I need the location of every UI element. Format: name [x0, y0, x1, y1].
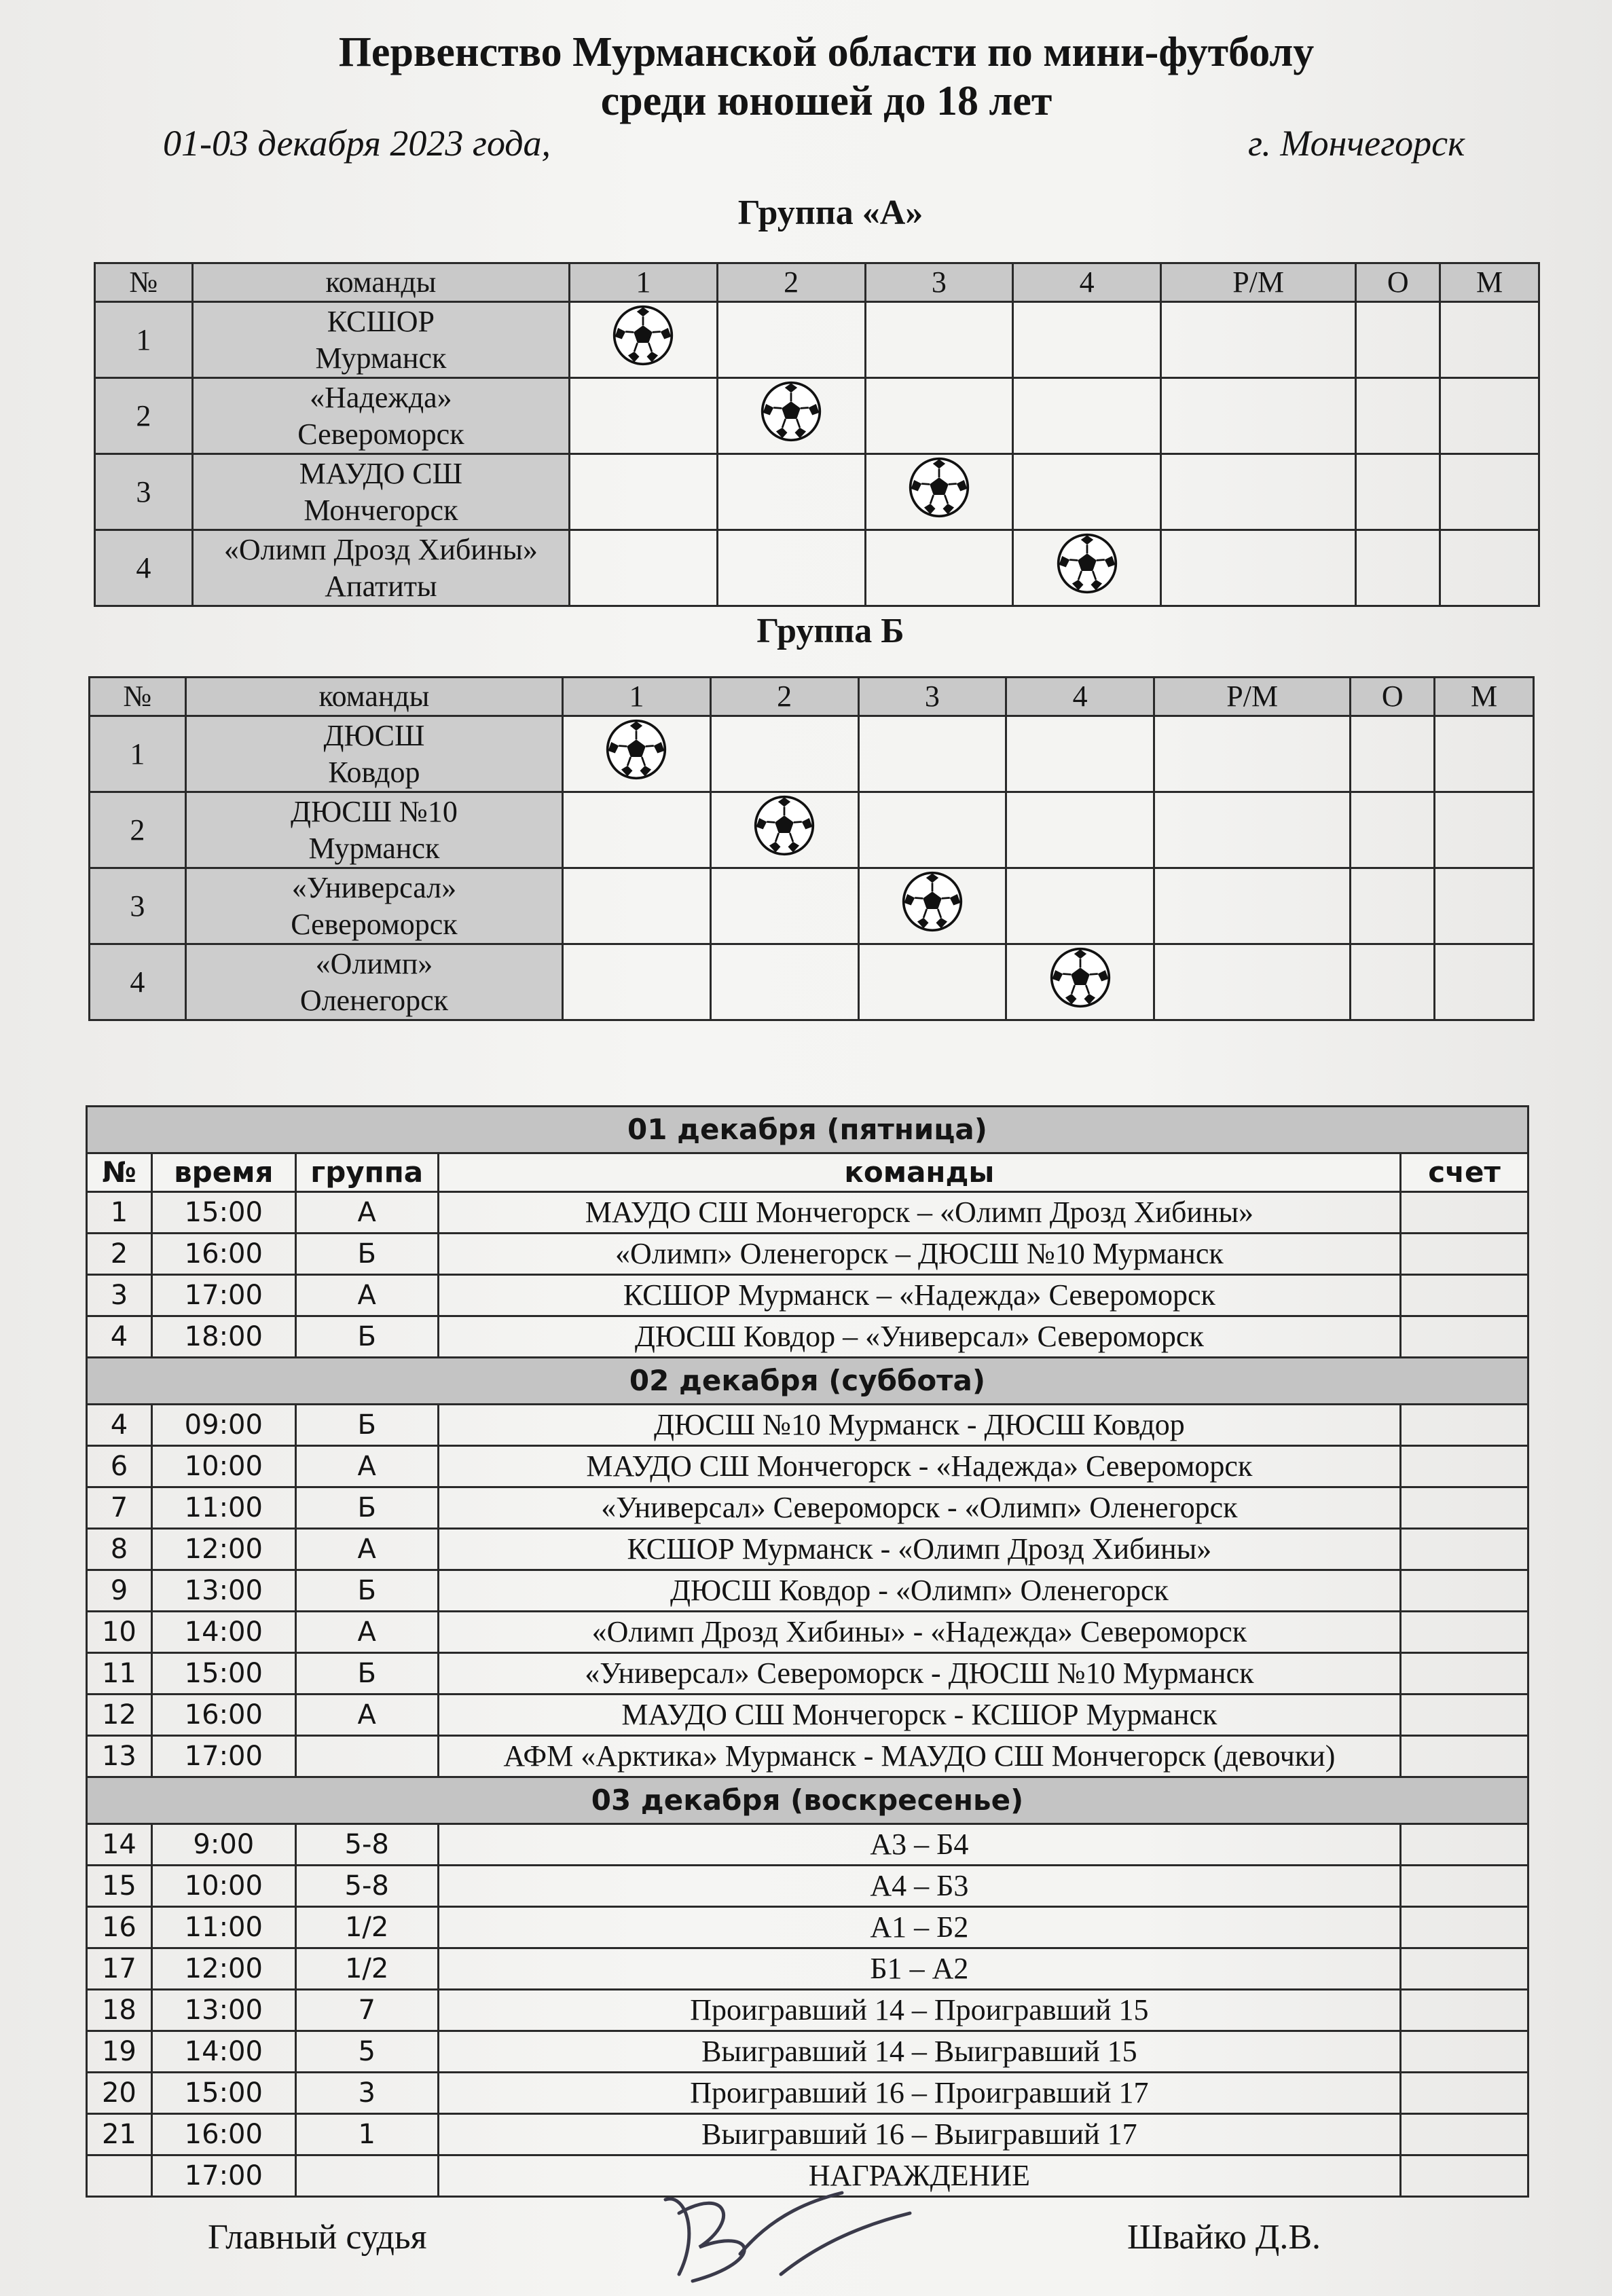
team-name: «Универсал»: [291, 870, 457, 904]
column-header: №: [87, 1153, 152, 1192]
column-header: М: [1435, 678, 1534, 716]
match-number: 7: [87, 1487, 152, 1529]
column-header: О: [1356, 263, 1440, 302]
match-row: [87, 2031, 1528, 2073]
match-group: А: [295, 1275, 438, 1316]
team-cell: [185, 944, 562, 1020]
team-name: «Надежда»: [310, 380, 452, 414]
match-number: 13: [87, 1736, 152, 1777]
match-number: 2: [87, 1234, 152, 1275]
group-b-table: [88, 676, 1535, 1021]
match-group: Б: [295, 1234, 438, 1275]
table-header-row: [95, 263, 1539, 302]
soccer-ball-icon: [612, 304, 674, 367]
match-group: Б: [295, 1487, 438, 1529]
team-number: 2: [95, 378, 193, 454]
team-city: Мурманск: [308, 831, 440, 865]
points-cell: [1356, 454, 1440, 530]
diagonal-cell: [570, 302, 718, 378]
day-title: 02 декабря (суббота): [87, 1358, 1528, 1405]
team-number: 3: [95, 454, 193, 530]
points-diff-cell: [1160, 302, 1355, 378]
match-number: 8: [87, 1529, 152, 1570]
column-header: группа: [295, 1153, 438, 1192]
match-score: [1401, 1234, 1528, 1275]
table-row: [90, 716, 1534, 792]
match-teams: КСШОР Мурманск - «Олимп Дрозд Хибины»: [438, 1529, 1401, 1570]
result-cell: [858, 716, 1006, 792]
team-name: ДЮСШ: [323, 718, 425, 752]
match-row: [87, 1275, 1528, 1316]
schedule-header-row: [87, 1153, 1528, 1192]
match-score: [1401, 1866, 1528, 1907]
match-time: 15:00: [151, 2073, 295, 2114]
match-group: А: [295, 1192, 438, 1234]
match-score: [1401, 1695, 1528, 1736]
match-group: А: [295, 1446, 438, 1487]
match-score: [1401, 1736, 1528, 1777]
result-cell: [1006, 716, 1154, 792]
match-number: 11: [87, 1653, 152, 1695]
match-time: 9:00: [151, 1824, 295, 1866]
match-score: [1401, 1570, 1528, 1612]
result-cell: [858, 944, 1006, 1020]
match-time: 11:00: [151, 1487, 295, 1529]
points-diff-cell: [1160, 454, 1355, 530]
column-header: 4: [1013, 263, 1161, 302]
match-score: [1401, 2073, 1528, 2114]
match-number: 16: [87, 1907, 152, 1948]
result-cell: [1013, 454, 1161, 530]
day-title: 03 декабря (воскресенье): [87, 1777, 1528, 1824]
team-cell: [185, 716, 562, 792]
match-row: [87, 1529, 1528, 1570]
match-score: [1401, 1824, 1528, 1866]
place-cell: [1435, 716, 1534, 792]
points-cell: [1351, 944, 1435, 1020]
match-teams: АФМ «Арктика» Мурманск - МАУДО СШ Мончегорск (девочки): [438, 1736, 1401, 1777]
result-cell: [563, 944, 711, 1020]
match-time: 09:00: [151, 1405, 295, 1446]
result-cell: [717, 302, 865, 378]
match-teams: КСШОР Мурманск – «Надежда» Североморск: [438, 1275, 1401, 1316]
match-row: [87, 1487, 1528, 1529]
table-row: [95, 454, 1539, 530]
team-cell: [192, 302, 569, 378]
match-time: 12:00: [151, 1948, 295, 1990]
soccer-ball-icon: [1056, 532, 1118, 595]
event-city: г. Мончегорск: [1248, 123, 1465, 164]
soccer-ball-icon: [753, 794, 816, 857]
diagonal-cell: [858, 868, 1006, 944]
match-row: [87, 2114, 1528, 2155]
match-score: [1401, 1487, 1528, 1529]
match-time: 17:00: [151, 1275, 295, 1316]
points-cell: [1351, 792, 1435, 868]
points-diff-cell: [1154, 944, 1350, 1020]
match-time: 16:00: [151, 1695, 295, 1736]
points-diff-cell: [1154, 868, 1350, 944]
result-cell: [865, 302, 1013, 378]
match-number: 18: [87, 1990, 152, 2031]
match-number: 9: [87, 1570, 152, 1612]
match-row: [87, 1612, 1528, 1653]
points-diff-cell: [1154, 792, 1350, 868]
match-number: 15: [87, 1866, 152, 1907]
team-number: 3: [90, 868, 186, 944]
column-header: Р/М: [1160, 263, 1355, 302]
match-teams: Проигравший 16 – Проигравший 17: [438, 2073, 1401, 2114]
column-header: 4: [1006, 678, 1154, 716]
points-diff-cell: [1160, 378, 1355, 454]
match-teams: НАГРАЖДЕНИЕ: [438, 2155, 1401, 2197]
points-cell: [1356, 530, 1440, 606]
match-group: 1/2: [295, 1907, 438, 1948]
match-score: [1401, 1990, 1528, 2031]
team-name: МАУДО СШ: [299, 456, 463, 490]
points-cell: [1356, 378, 1440, 454]
match-group: Б: [295, 1405, 438, 1446]
match-time: 15:00: [151, 1192, 295, 1234]
match-time: 11:00: [151, 1907, 295, 1948]
match-row: [87, 1824, 1528, 1866]
group-a-title: Группа «А»: [737, 193, 923, 232]
column-header: 3: [865, 263, 1013, 302]
schedule-table: [86, 1105, 1529, 2198]
match-group: Б: [295, 1316, 438, 1358]
match-group: 5-8: [295, 1866, 438, 1907]
result-cell: [865, 530, 1013, 606]
document-title: Первенство Мурманской области по мини-футболу: [338, 29, 1315, 75]
team-city: Мурманск: [315, 341, 447, 375]
match-teams: «Универсал» Североморск - «Олимп» Оленегорск: [438, 1487, 1401, 1529]
match-time: 13:00: [151, 1990, 295, 2031]
column-header: 1: [570, 263, 718, 302]
match-time: 14:00: [151, 2031, 295, 2073]
diagonal-cell: [865, 454, 1013, 530]
match-time: 10:00: [151, 1866, 295, 1907]
match-row: [87, 1948, 1528, 1990]
match-row: [87, 1316, 1528, 1358]
result-cell: [858, 792, 1006, 868]
place-cell: [1440, 530, 1539, 606]
match-group: А: [295, 1612, 438, 1653]
match-teams: «Олимп Дрозд Хибины» - «Надежда» Североморск: [438, 1612, 1401, 1653]
soccer-ball-icon: [605, 718, 667, 781]
match-number: [87, 2155, 152, 2197]
match-teams: А1 – Б2: [438, 1907, 1401, 1948]
match-teams: Выигравший 14 – Выигравший 15: [438, 2031, 1401, 2073]
match-number: 1: [87, 1192, 152, 1234]
match-score: [1401, 1275, 1528, 1316]
team-cell: [185, 792, 562, 868]
points-cell: [1356, 302, 1440, 378]
table-row: [95, 378, 1539, 454]
match-number: 6: [87, 1446, 152, 1487]
column-header: 3: [858, 678, 1006, 716]
table-row: [95, 302, 1539, 378]
table-row: [95, 530, 1539, 606]
match-row: [87, 1192, 1528, 1234]
match-number: 21: [87, 2114, 152, 2155]
match-score: [1401, 1405, 1528, 1446]
result-cell: [717, 454, 865, 530]
team-city: Североморск: [291, 907, 458, 941]
result-cell: [1006, 792, 1154, 868]
match-score: [1401, 1316, 1528, 1358]
match-number: 17: [87, 1948, 152, 1990]
diagonal-cell: [717, 378, 865, 454]
match-score: [1401, 1192, 1528, 1234]
place-cell: [1440, 378, 1539, 454]
diagonal-cell: [710, 792, 858, 868]
column-header: счет: [1401, 1153, 1528, 1192]
column-header: №: [90, 678, 186, 716]
match-score: [1401, 2114, 1528, 2155]
column-header: 2: [710, 678, 858, 716]
match-group: 1: [295, 2114, 438, 2155]
team-name: «Олимп Дрозд Хибины»: [223, 532, 538, 566]
match-group: Б: [295, 1570, 438, 1612]
match-number: 4: [87, 1405, 152, 1446]
match-teams: Выигравший 16 – Выигравший 17: [438, 2114, 1401, 2155]
result-cell: [710, 868, 858, 944]
match-group: А: [295, 1529, 438, 1570]
document-subtitle: среди юношей до 18 лет: [600, 78, 1052, 124]
result-cell: [570, 378, 718, 454]
soccer-ball-icon: [760, 380, 822, 443]
match-teams: Проигравший 14 – Проигравший 15: [438, 1990, 1401, 2031]
chief-judge-name: Швайко Д.В.: [1127, 2218, 1321, 2257]
match-score: [1401, 2031, 1528, 2073]
match-group: 3: [295, 2073, 438, 2114]
match-teams: ДЮСШ Ковдор - «Олимп» Оленегорск: [438, 1570, 1401, 1612]
schedule-body: [87, 1107, 1528, 2197]
result-cell: [563, 868, 711, 944]
match-time: 16:00: [151, 2114, 295, 2155]
match-row: [87, 1695, 1528, 1736]
table-row: [90, 792, 1534, 868]
team-city: Мончегорск: [304, 493, 458, 527]
column-header: 2: [717, 263, 865, 302]
result-cell: [570, 454, 718, 530]
match-group: [295, 1736, 438, 1777]
match-teams: «Универсал» Североморск - ДЮСШ №10 Мурманск: [438, 1653, 1401, 1695]
place-cell: [1435, 792, 1534, 868]
match-group: 7: [295, 1990, 438, 2031]
soccer-ball-icon: [1049, 946, 1112, 1009]
column-header: команды: [192, 263, 569, 302]
result-cell: [710, 716, 858, 792]
match-time: 12:00: [151, 1529, 295, 1570]
team-number: 1: [90, 716, 186, 792]
match-row: [87, 1990, 1528, 2031]
place-cell: [1440, 454, 1539, 530]
match-group: [295, 2155, 438, 2197]
result-cell: [1013, 302, 1161, 378]
match-row: [87, 1653, 1528, 1695]
table-header-row: [90, 678, 1534, 716]
result-cell: [717, 530, 865, 606]
match-teams: ДЮСШ №10 Мурманск - ДЮСШ Ковдор: [438, 1405, 1401, 1446]
match-time: 15:00: [151, 1653, 295, 1695]
team-number: 2: [90, 792, 186, 868]
match-row: [87, 1405, 1528, 1446]
match-number: 14: [87, 1824, 152, 1866]
column-header: команды: [185, 678, 562, 716]
match-row: [87, 1570, 1528, 1612]
signature-mark: [638, 2172, 923, 2296]
soccer-ball-icon: [901, 870, 964, 933]
match-number: 20: [87, 2073, 152, 2114]
match-group: А: [295, 1695, 438, 1736]
match-teams: «Олимп» Оленегорск – ДЮСШ №10 Мурманск: [438, 1234, 1401, 1275]
result-cell: [865, 378, 1013, 454]
team-cell: [192, 530, 569, 606]
points-cell: [1351, 868, 1435, 944]
result-cell: [563, 792, 711, 868]
match-group: Б: [295, 1653, 438, 1695]
team-number: 4: [95, 530, 193, 606]
group-a-table: [94, 262, 1540, 607]
match-time: 13:00: [151, 1570, 295, 1612]
match-row: [87, 1234, 1528, 1275]
event-dates: 01-03 декабря 2023 года,: [163, 123, 551, 164]
match-number: 12: [87, 1695, 152, 1736]
column-header: 1: [563, 678, 711, 716]
column-header: время: [151, 1153, 295, 1192]
match-time: 17:00: [151, 1736, 295, 1777]
result-cell: [1013, 378, 1161, 454]
team-city: Ковдор: [328, 755, 420, 789]
points-diff-cell: [1160, 530, 1355, 606]
day-row: [87, 1358, 1528, 1405]
match-score: [1401, 1653, 1528, 1695]
points-cell: [1351, 716, 1435, 792]
match-group: 5: [295, 2031, 438, 2073]
table-row: [90, 868, 1534, 944]
match-time: 17:00: [151, 2155, 295, 2197]
match-score: [1401, 1612, 1528, 1653]
team-city: Оленегорск: [299, 983, 449, 1017]
team-city: Апатиты: [325, 569, 437, 603]
match-time: 14:00: [151, 1612, 295, 1653]
table-row: [90, 944, 1534, 1020]
group-b-body: [90, 716, 1534, 1020]
column-header: №: [95, 263, 193, 302]
result-cell: [1006, 868, 1154, 944]
match-group: 1/2: [295, 1948, 438, 1990]
match-teams: ДЮСШ Ковдор – «Универсал» Североморск: [438, 1316, 1401, 1358]
match-teams: МАУДО СШ Мончегорск - КСШОР Мурманск: [438, 1695, 1401, 1736]
team-name: КСШОР: [327, 304, 435, 338]
group-b-title: Группа Б: [756, 612, 904, 650]
match-score: [1401, 2155, 1528, 2197]
column-header: М: [1440, 263, 1539, 302]
team-number: 1: [95, 302, 193, 378]
match-time: 16:00: [151, 1234, 295, 1275]
match-teams: МАУДО СШ Мончегорск - «Надежда» Североморск: [438, 1446, 1401, 1487]
place-cell: [1435, 868, 1534, 944]
day-title: 01 декабря (пятница): [87, 1107, 1528, 1153]
match-number: 3: [87, 1275, 152, 1316]
diagonal-cell: [563, 716, 711, 792]
match-group: 5-8: [295, 1824, 438, 1866]
team-name: «Олимп»: [315, 946, 433, 980]
match-number: 19: [87, 2031, 152, 2073]
chief-judge-label: Главный судья: [208, 2218, 427, 2257]
column-header: О: [1351, 678, 1435, 716]
group-a-body: [95, 302, 1539, 606]
match-teams: Б1 – А2: [438, 1948, 1401, 1990]
match-row: [87, 1736, 1528, 1777]
match-time: 10:00: [151, 1446, 295, 1487]
team-number: 4: [90, 944, 186, 1020]
place-cell: [1440, 302, 1539, 378]
match-row: [87, 1866, 1528, 1907]
diagonal-cell: [1013, 530, 1161, 606]
match-row: [87, 1446, 1528, 1487]
match-score: [1401, 1907, 1528, 1948]
team-cell: [192, 454, 569, 530]
match-score: [1401, 1948, 1528, 1990]
match-teams: А3 – Б4: [438, 1824, 1401, 1866]
match-score: [1401, 1446, 1528, 1487]
column-header: команды: [438, 1153, 1401, 1192]
team-city: Североморск: [297, 417, 464, 451]
match-teams: МАУДО СШ Мончегорск – «Олимп Дрозд Хибины»: [438, 1192, 1401, 1234]
result-cell: [710, 944, 858, 1020]
day-row: [87, 1777, 1528, 1824]
team-cell: [192, 378, 569, 454]
column-header: Р/М: [1154, 678, 1350, 716]
soccer-ball-icon: [908, 456, 970, 519]
match-teams: А4 – Б3: [438, 1866, 1401, 1907]
match-row: [87, 1907, 1528, 1948]
result-cell: [570, 530, 718, 606]
match-time: 18:00: [151, 1316, 295, 1358]
match-score: [1401, 1529, 1528, 1570]
team-cell: [185, 868, 562, 944]
team-name: ДЮСШ №10: [290, 794, 458, 828]
day-row: [87, 1107, 1528, 1153]
points-diff-cell: [1154, 716, 1350, 792]
match-number: 4: [87, 1316, 152, 1358]
place-cell: [1435, 944, 1534, 1020]
match-number: 10: [87, 1612, 152, 1653]
match-row: [87, 2073, 1528, 2114]
diagonal-cell: [1006, 944, 1154, 1020]
